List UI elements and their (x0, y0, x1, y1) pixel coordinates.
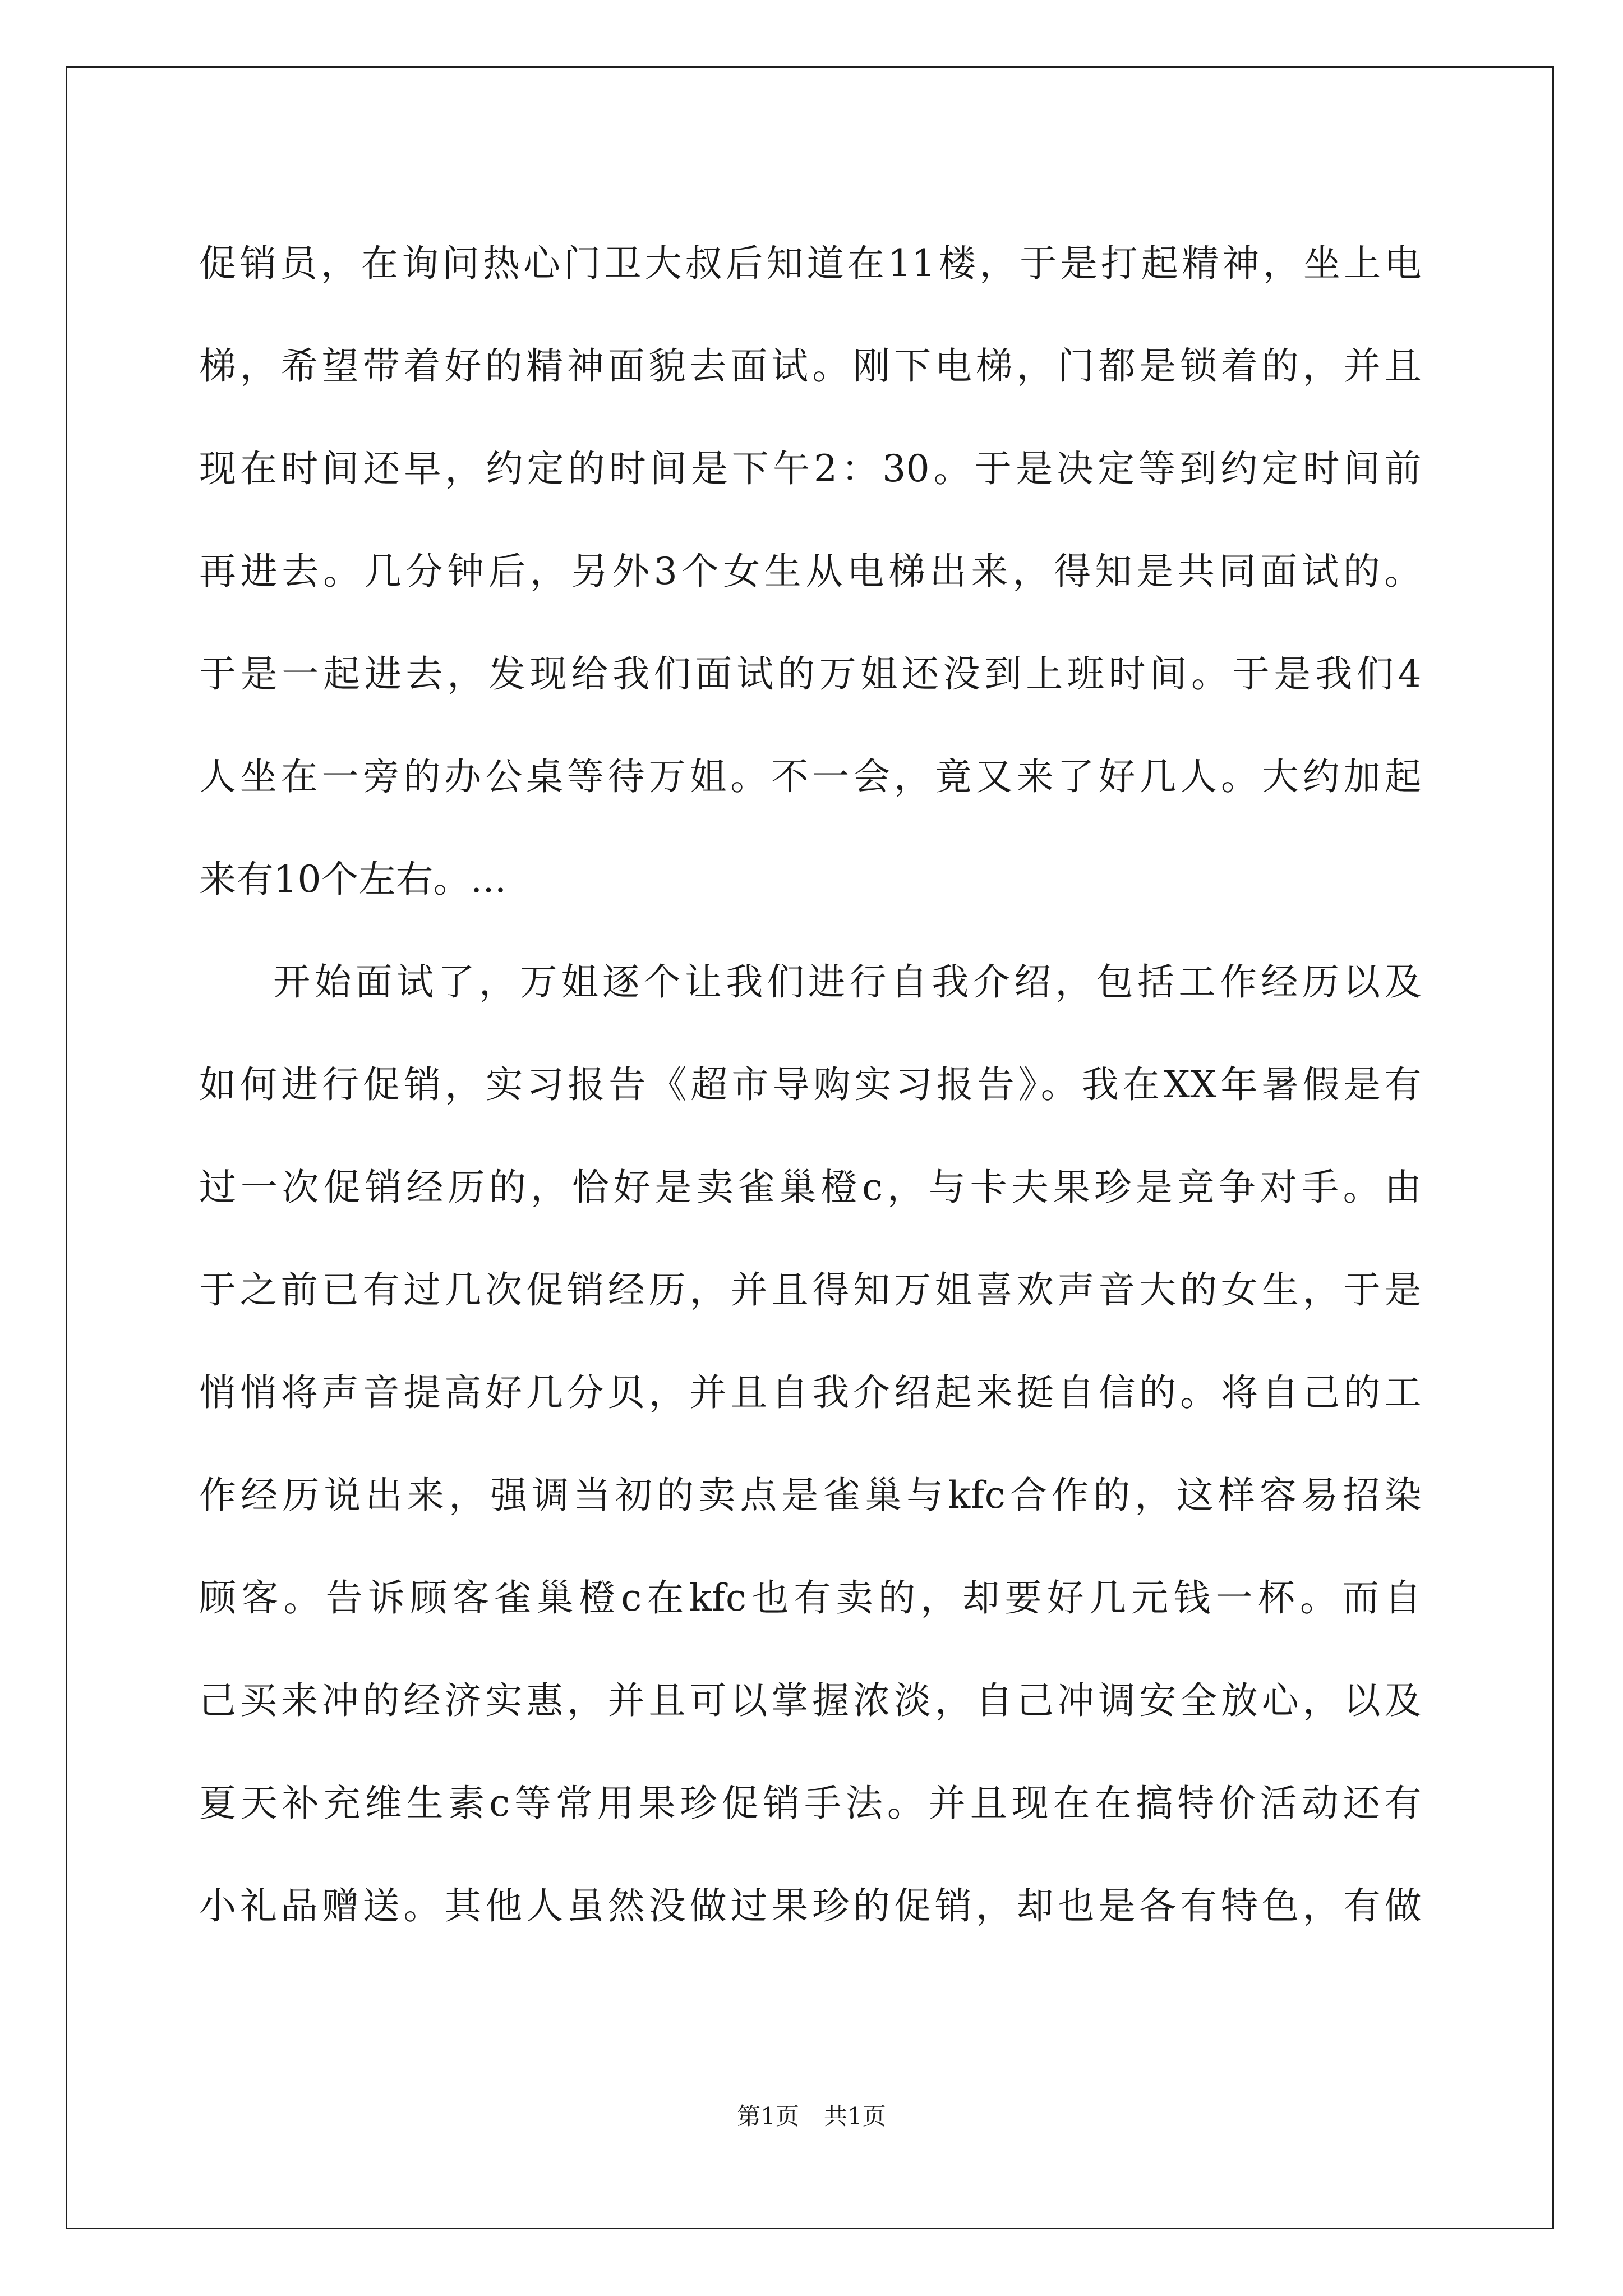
text-line: 于之前已有过几次促销经历，并且得知万姐喜欢声音大的女生，于是 (199, 1268, 1422, 1312)
text-line: 开始面试了，万姐逐个让我们进行自我介绍，包括工作经历以及 (273, 960, 1422, 1004)
text-line: 己买来冲的经济实惠，并且可以掌握浓淡，自己冲调安全放心，以及 (199, 1679, 1422, 1722)
text-line: 于是一起进去，发现给我们面试的万姐还没到上班时间。于是我们4 (199, 652, 1422, 696)
paragraph-2 (199, 931, 1422, 1957)
text-line: 再进去。几分钟后，另外3个女生从电梯出来，得知是共同面试的。 (199, 550, 1422, 593)
page-total: 共1页 (824, 2102, 886, 2130)
text-line: 梯，希望带着好的精神面貌去面试。刚下电梯，门都是锁着的，并且 (199, 344, 1422, 388)
document-body (199, 212, 1422, 1957)
text-line: 过一次促销经历的，恰好是卖雀巢橙c，与卡夫果珍是竞争对手。由 (199, 1166, 1422, 1209)
text-line: 人坐在一旁的办公桌等待万姐。不一会，竟又来了好几人。大约加起 (199, 755, 1422, 798)
text-line: 来有10个左右。... (199, 858, 507, 901)
paragraph-1 (199, 212, 1422, 931)
page-number: 第1页 (737, 2102, 799, 2130)
text-line: 如何进行促销，实习报告《超市导购实习报告》。我在XX年暑假是有 (199, 1063, 1422, 1106)
page-footer (0, 2098, 1623, 2132)
text-line: 作经历说出来，强调当初的卖点是雀巢与kfc合作的，这样容易招染 (199, 1474, 1422, 1517)
text-line: 夏天补充维生素c等常用果珍促销手法。并且现在在搞特价活动还有 (199, 1782, 1422, 1825)
text-line: 悄悄将声音提高好几分贝，并且自我介绍起来挺自信的。将自己的工 (199, 1371, 1422, 1414)
text-line: 顾客。告诉顾客雀巢橙c在kfc也有卖的，却要好几元钱一杯。而自 (199, 1576, 1422, 1619)
text-line: 促销员，在询问热心门卫大叔后知道在11楼，于是打起精神，坐上电 (199, 242, 1422, 285)
text-line: 现在时间还早，约定的时间是下午2：30。于是决定等到约定时间前 (199, 447, 1422, 490)
text-line: 小礼品赠送。其他人虽然没做过果珍的促销，却也是各有特色，有做 (199, 1884, 1422, 1927)
